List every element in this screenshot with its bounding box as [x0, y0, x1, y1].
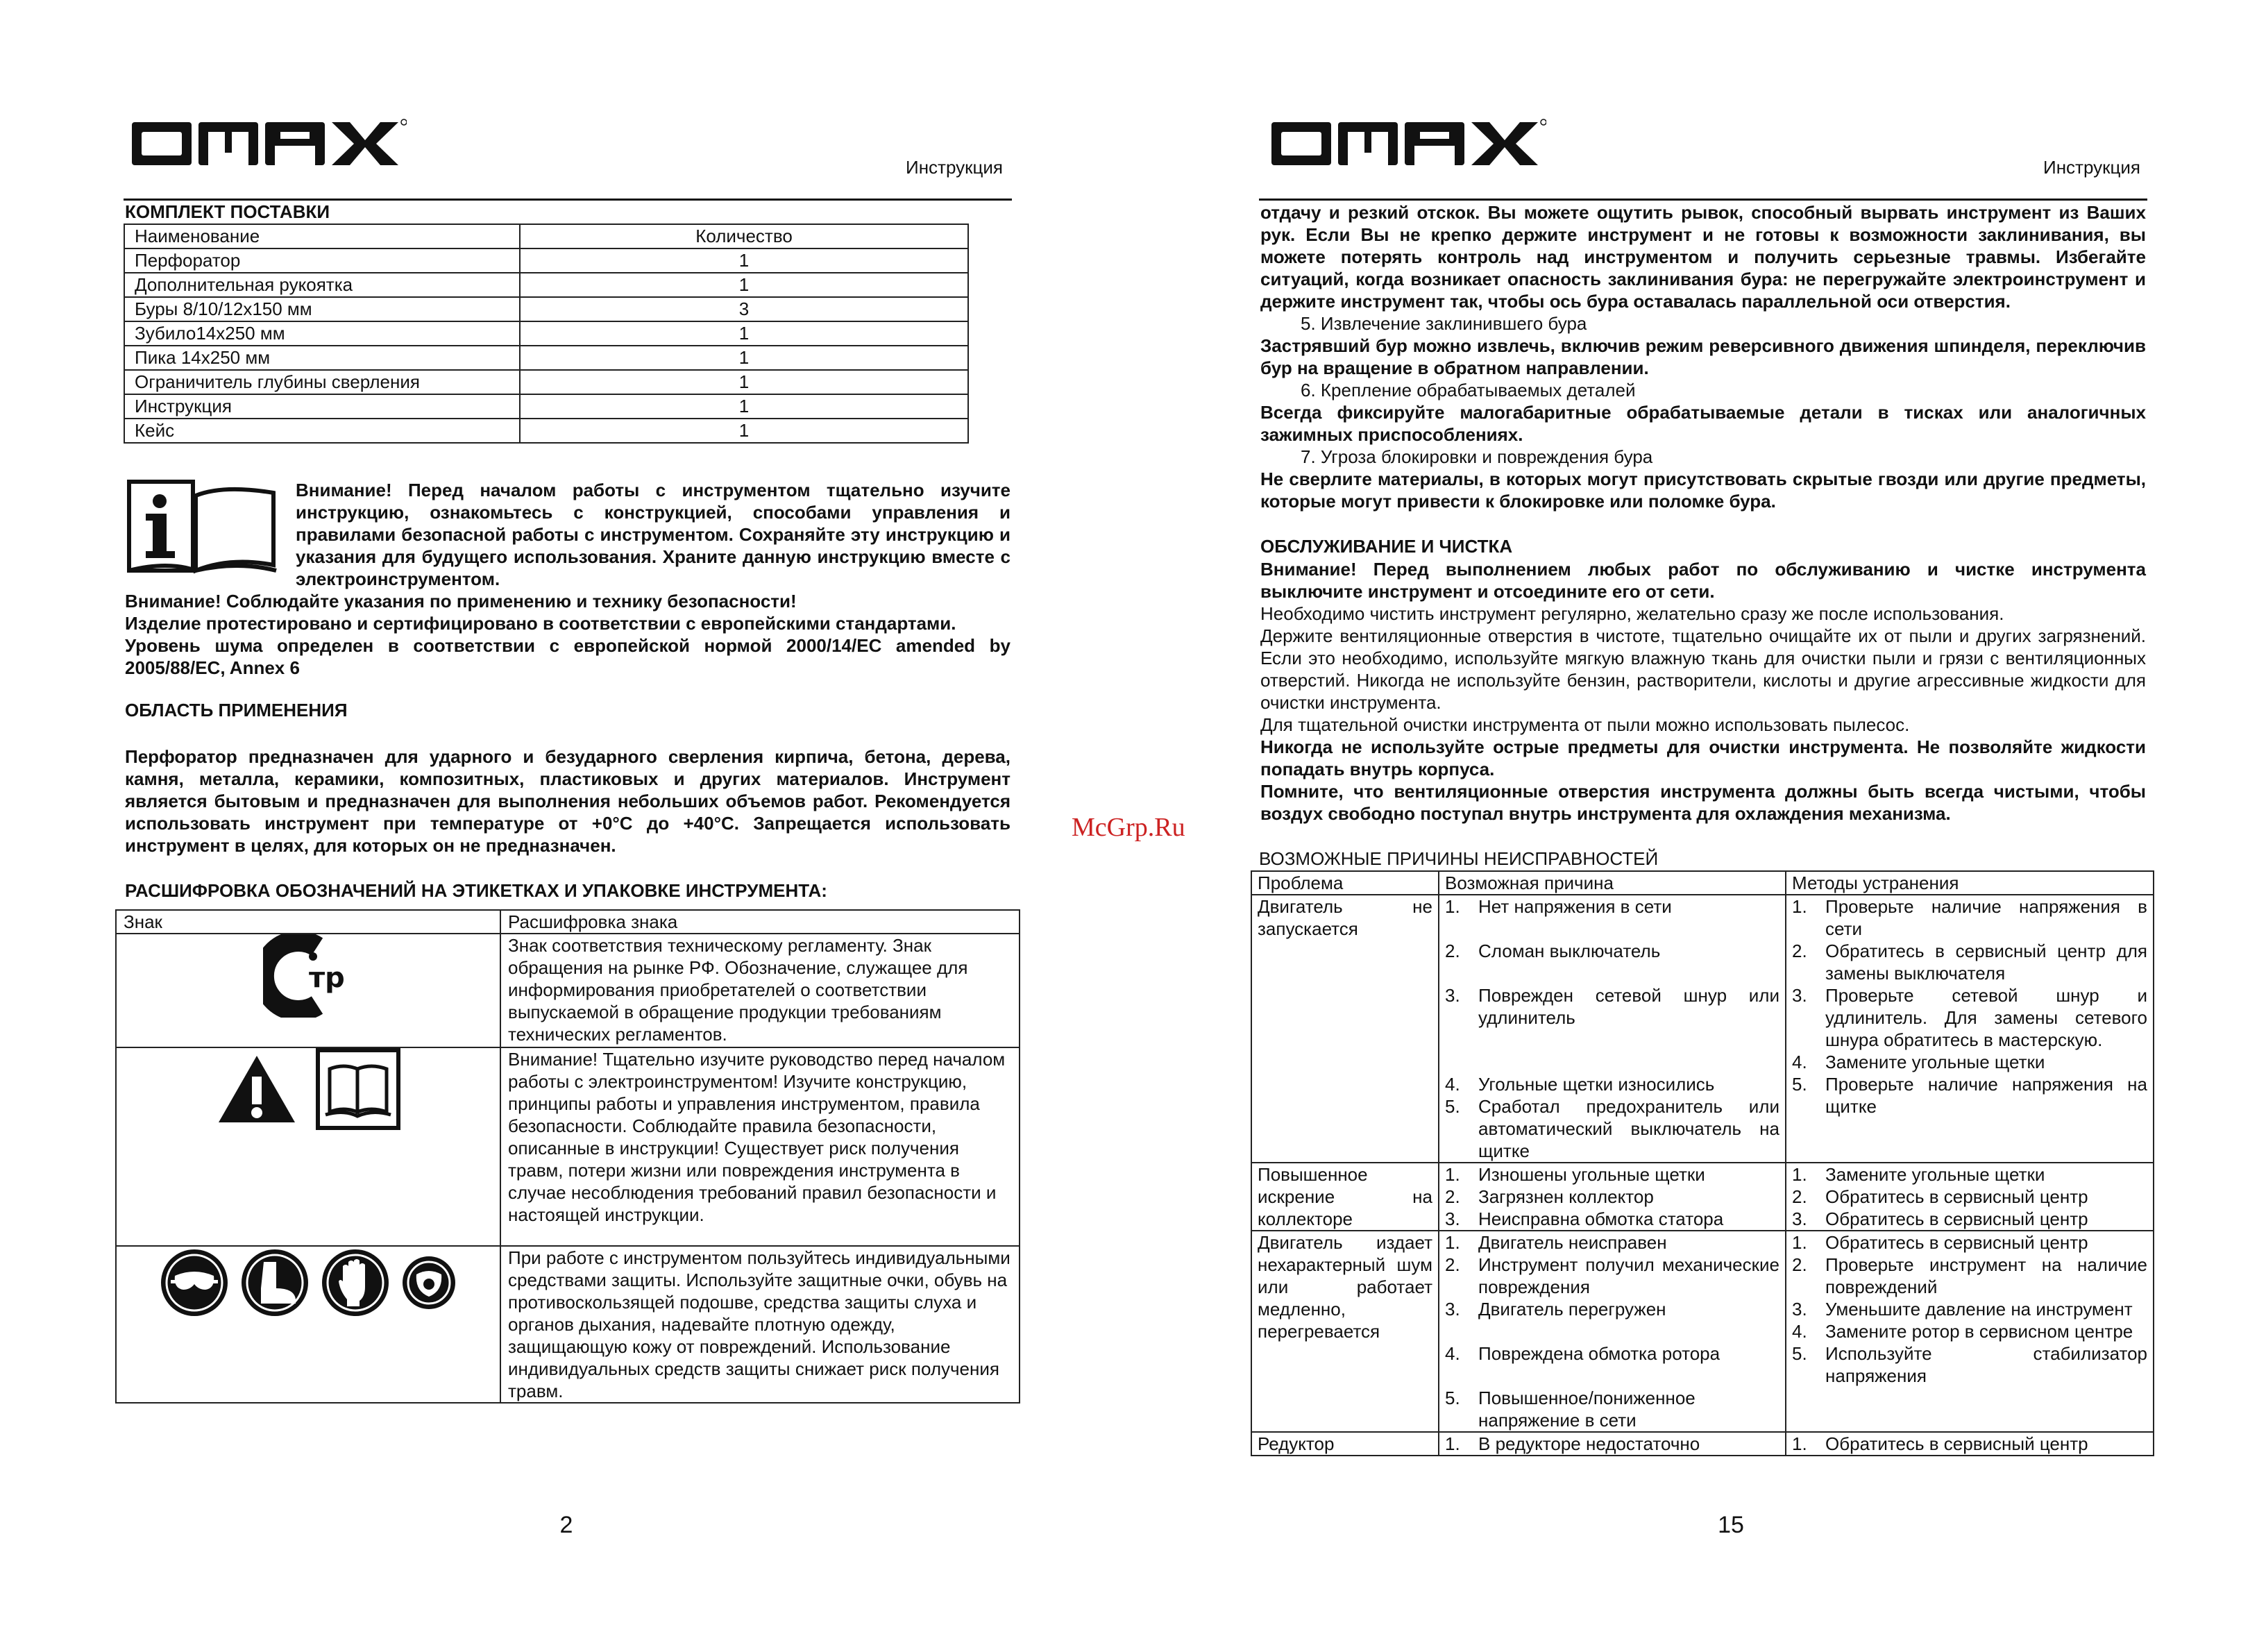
- list-item: [1792, 1298, 2147, 1320]
- item-number: 3.: [1792, 985, 1807, 1006]
- item-text: Обратитесь в сервисный центр: [1825, 1433, 2088, 1454]
- item-name: Перфоратор: [124, 248, 520, 273]
- list-item: [1792, 1231, 2147, 1254]
- item-text: Обратитесь в сервисный центр: [1825, 1186, 2088, 1207]
- page-number: 2: [559, 1512, 573, 1538]
- table-row: [124, 419, 968, 443]
- table-row: [124, 297, 968, 321]
- item-text: Сработал предохранитель или автоматический выключатель на щитке: [1478, 1096, 1779, 1161]
- item-number: 4.: [1445, 1343, 1460, 1364]
- list-spacer: [1445, 918, 1779, 940]
- list-item: [1445, 1387, 1779, 1431]
- table-row: [124, 370, 968, 394]
- item-text: В редукторе недостаточно: [1478, 1433, 1700, 1454]
- item-text: Проверьте инструмент на наличие повреждений: [1825, 1254, 2147, 1297]
- item-text: Замените угольные щетки: [1825, 1164, 2045, 1185]
- item-number: 2.: [1792, 941, 1807, 961]
- item-name: Кейс: [124, 419, 520, 443]
- column-header: Проблема: [1251, 871, 1439, 895]
- column-header: Возможная причина: [1439, 871, 1786, 895]
- item-number: 3.: [1792, 1208, 1807, 1229]
- cause-cell: [1439, 1432, 1786, 1456]
- list-item: [1792, 1254, 2147, 1298]
- item-number: 5.: [1792, 1074, 1807, 1095]
- item-number: 1.: [1792, 1433, 1807, 1454]
- item-text: Проверьте сетевой шнур и удлинитель. Для замены сетевого шнура обратитесь в мастерскую.: [1825, 985, 2147, 1050]
- sign-description: Внимание! Тщательно изучите руководство перед началом работы с электроинструментом! Изучите конструкцию, принципы работы и управления инструментом, правила безопасности. Соблюдайте правила безопасности, описанные в инструкции! Существует риск получения травм, потери жизни или повреждения инструмента в случае несоблюдения требований правил безопасности и настоящей инструкции.: [500, 1047, 1020, 1246]
- list-item: [1792, 1186, 2147, 1208]
- item-text: Угольные щетки износились: [1478, 1074, 1715, 1095]
- item-text: Двигатель неисправен: [1478, 1232, 1667, 1253]
- list-item: [1792, 1163, 2147, 1186]
- cause-cell: [1439, 1163, 1786, 1231]
- item-number: 3.: [1445, 985, 1460, 1006]
- item-name: Инструкция: [124, 394, 520, 419]
- maintenance-paragraph: Держите вентиляционные отверстия в чистоте, тщательно очищайте их от пыли и других загрязнений. Если это необходимо, используйте мягкую влажную ткань для очистки пыли и грязи с вентиляционных отверстий. Никогда не используйте бензин, растворители, кислоты и другие агрессивные жидкости для очистки инструмента.: [1260, 625, 2146, 713]
- item-number: 2.: [1792, 1254, 1807, 1275]
- attention-text: Внимание! Перед началом работы с инструментом тщательно изучите инструкцию, ознакомьтесь с конструкцией, способами управления и правилами безопасной работы с инструментом. Сохраняйте эту инструкцию и указания для будущего использования. Храните данную инструкцию вместе с электроинструментом.: [296, 480, 1011, 589]
- column-header: Методы устранения: [1786, 871, 2154, 895]
- respirator-icon: [400, 1254, 458, 1317]
- item-number: 3.: [1445, 1208, 1460, 1229]
- item-text: Используйте стабилизатор напряжения: [1825, 1343, 2147, 1386]
- eac-ctr-mark-icon: [263, 934, 353, 1022]
- maintenance-paragraph: Внимание! Перед выполнением любых работ по обслуживанию и чистке инструмента выключите инструмент и отсоедините его от сети.: [1260, 559, 2146, 602]
- safety-heading: 7. Угроза блокировки и повреждения бура: [1301, 446, 1653, 467]
- maintenance-paragraph: Помните, что вентиляционные отверстия инструмента должны быть всегда чистыми, чтобы воздух свободно поступал внутрь инструмента для охлаждения механизма.: [1260, 781, 2146, 824]
- item-number: 2.: [1792, 1186, 1807, 1207]
- faults-title: ВОЗМОЖНЫЕ ПРИЧИНЫ НЕИСПРАВНОСТЕЙ: [1259, 848, 1659, 869]
- sign-icon-cell: [116, 1246, 500, 1403]
- table-row: [116, 1047, 1020, 1246]
- page-number: 15: [1718, 1512, 1744, 1538]
- item-name: Буры 8/10/12х150 мм: [124, 297, 520, 321]
- table-row: [124, 394, 968, 419]
- problem-cell: Двигатель издает нехарактерный шум или работает медленно, перегревается: [1251, 1231, 1439, 1432]
- table-row: [124, 273, 968, 297]
- signs-table: [115, 909, 1020, 1404]
- table-header-row: [124, 224, 968, 248]
- item-text: Изношены угольные щетки: [1478, 1164, 1705, 1185]
- item-name: Зубило14х250 мм: [124, 321, 520, 346]
- cause-cell: [1439, 895, 1786, 1163]
- list-item: [1792, 1320, 2147, 1342]
- list-item: [1792, 1073, 2147, 1118]
- svg-text:тр: тр: [309, 962, 345, 994]
- list-item: [1792, 1051, 2147, 1073]
- kit-title: КОМПЛЕКТ ПОСТАВКИ: [125, 201, 330, 222]
- note-line: Изделие протестировано и сертифицировано в соответствии с европейскими стандартами.: [125, 613, 956, 634]
- list-item: [1445, 1298, 1779, 1320]
- item-number: 5.: [1445, 1096, 1460, 1117]
- table-row: [116, 1246, 1020, 1403]
- list-item: [1792, 1208, 2147, 1230]
- column-header: Наименование: [124, 224, 520, 248]
- list-item: [1445, 1186, 1779, 1208]
- item-number: 1.: [1792, 1232, 1807, 1253]
- omax-logo: [1269, 115, 1546, 172]
- list-item: [1792, 1433, 2147, 1455]
- item-qty: 1: [520, 248, 968, 273]
- list-spacer: [1445, 1051, 1779, 1073]
- fix-cell: [1786, 895, 2154, 1163]
- item-qty: 3: [520, 297, 968, 321]
- maintenance-paragraph: Для тщательной очистки инструмента от пыли можно использовать пылесос.: [1260, 714, 1910, 735]
- list-item: [1792, 895, 2147, 940]
- item-qty: 1: [520, 321, 968, 346]
- note-line: Уровень шума определен в соответствии с европейской нормой 2000/14/EC amended by 2005/88/EC, Annex 6: [125, 635, 1011, 678]
- list-spacer: [1445, 1365, 1779, 1387]
- maintenance-paragraph: Никогда не используйте острые предметы для очистки инструмента. Не позволяйте жидкости попадать внутрь корпуса.: [1260, 736, 2146, 779]
- item-text: Сломан выключатель: [1478, 941, 1661, 961]
- item-text: Неисправна обмотка статора: [1478, 1208, 1724, 1229]
- sign-icon-cell: [116, 1047, 500, 1246]
- item-number: 2.: [1445, 1186, 1460, 1207]
- table-header-row: [116, 910, 1020, 934]
- sign-icon-cell: [116, 934, 500, 1047]
- info-book-icon: [126, 479, 279, 576]
- safety-boots-icon: [239, 1247, 311, 1324]
- sign-description: Знак соответствия техническому регламенту. Знак обращения на рынке РФ. Обозначение, служащее для информирования приобретателей о соответствии выпускаемой в обращение продукции требованиям технических регламентов.: [500, 934, 1020, 1047]
- table-row: [116, 934, 1020, 1047]
- item-number: 5.: [1445, 1388, 1460, 1408]
- item-text: Замените угольные щетки: [1825, 1052, 2045, 1072]
- watermark: McGrp.Ru: [1072, 813, 1185, 842]
- list-item: [1792, 1342, 2147, 1387]
- table-row: [1251, 1163, 2154, 1231]
- item-text: Обратитесь в сервисный центр для замены выключателя: [1825, 941, 2147, 984]
- maintenance-text: [1260, 558, 2146, 825]
- item-text: Нет напряжения в сети: [1478, 896, 1672, 917]
- item-text: Проверьте наличие напряжения на щитке: [1825, 1074, 2147, 1117]
- warning-triangle-icon: [216, 1053, 298, 1130]
- list-item: [1445, 1342, 1779, 1365]
- list-item: [1445, 895, 1779, 918]
- fix-cell: [1786, 1163, 2154, 1231]
- header-rule: [124, 199, 1012, 201]
- table-row: [1251, 1432, 2154, 1456]
- fix-cell: [1786, 1231, 2154, 1432]
- item-number: 1.: [1792, 1164, 1807, 1185]
- header-label: Инструкция: [906, 157, 1003, 178]
- list-item: [1445, 1231, 1779, 1254]
- list-item: [1445, 1208, 1779, 1230]
- item-text: Повреждена обмотка ротора: [1478, 1343, 1720, 1364]
- table-row: [1251, 895, 2154, 1163]
- scope-text: Перфоратор предназначен для ударного и безударного сверления кирпича, бетона, дерева, камня, металла, керамики, композитных, пластиковых и других материалов. Инструмент является бытовым и предназначен для выполнения небольших объемов работ. Рекомендуется использовать инструмент при температуре от +0°С до +40°С. Запрещается использовать инструмент в целях, для которых он не предназначен.: [125, 746, 1011, 856]
- column-header: Знак: [116, 910, 500, 934]
- safety-paragraph: Всегда фиксируйте малогабаритные обрабатываемые детали в тисках или аналогичных зажимных приспособлениях.: [1260, 402, 2146, 445]
- item-text: Загрязнен коллектор: [1478, 1186, 1654, 1207]
- list-item: [1445, 1073, 1779, 1095]
- item-number: 1.: [1445, 1164, 1460, 1185]
- safety-paragraph: Не сверлите материалы, в которых могут присутствовать скрытые гвозди или другие предметы, которые могут привести к блокировке или поломке бура.: [1260, 469, 2146, 512]
- item-number: 2.: [1445, 1254, 1460, 1275]
- scope-title: ОБЛАСТЬ ПРИМЕНЕНИЯ: [125, 700, 348, 720]
- list-item: [1445, 1163, 1779, 1186]
- table-header-row: [1251, 871, 2154, 895]
- item-name: Пика 14х250 мм: [124, 346, 520, 370]
- item-number: 2.: [1445, 941, 1460, 961]
- item-number: 1.: [1445, 896, 1460, 917]
- safety-heading: 6. Крепление обрабатываемых деталей: [1301, 380, 1636, 401]
- cause-cell: [1439, 1231, 1786, 1432]
- notes-block: [125, 590, 1011, 679]
- item-text: Замените ротор в сервисном центре: [1825, 1321, 2133, 1342]
- omax-logo: [129, 115, 407, 172]
- item-text: Проверьте наличие напряжения в сети: [1825, 896, 2147, 939]
- signs-title: РАСШИФРОВКА ОБОЗНАЧЕНИЙ НА ЭТИКЕТКАХ И УПАКОВКЕ ИНСТРУМЕНТА:: [125, 880, 827, 901]
- problem-cell: Редуктор: [1251, 1432, 1439, 1456]
- faults-table: [1251, 870, 2154, 1456]
- list-item: [1445, 1095, 1779, 1162]
- list-item: [1445, 1254, 1779, 1298]
- item-number: 5.: [1792, 1343, 1807, 1364]
- list-spacer: [1445, 962, 1779, 984]
- item-number: 3.: [1445, 1299, 1460, 1320]
- column-header: Расшифровка знака: [500, 910, 1020, 934]
- item-number: 1.: [1445, 1433, 1460, 1454]
- safety-gloves-icon: [319, 1247, 391, 1324]
- item-text: Обратитесь в сервисный центр: [1825, 1232, 2088, 1253]
- item-qty: 1: [520, 370, 968, 394]
- item-number: 4.: [1792, 1321, 1807, 1342]
- right-page: [1133, 0, 2266, 1652]
- problem-cell: Двигатель не запускается: [1251, 895, 1439, 1163]
- safety-paragraph: Застрявший бур можно извлечь, включив режим реверсивного движения шпинделя, переключив бур на вращение в обратном направлении.: [1260, 335, 2146, 378]
- safety-heading: 5. Извлечение заклинившего бура: [1301, 313, 1587, 334]
- list-item: [1792, 984, 2147, 1051]
- item-name: Дополнительная рукоятка: [124, 273, 520, 297]
- safety-paragraph: отдачу и резкий отскок. Вы можете ощутить рывок, способный вырвать инструмент из Ваших рук. Если Вы не крепко держите инструмент и не готовы к возможности заклинивания, вы можете потерять контроль над инструментом и получить серьезные травмы. Избегайте ситуаций, когда возникает опасность заклинивания бура: не перегружайте электроинструмент и держите инструмент так, чтобы ось бура оставалась параллельной оси отверстия.: [1260, 202, 2146, 312]
- item-text: Обратитесь в сервисный центр: [1825, 1208, 2088, 1229]
- item-number: 4.: [1445, 1074, 1460, 1095]
- item-qty: 1: [520, 394, 968, 419]
- table-row: [124, 321, 968, 346]
- safety-goggles-icon: [158, 1247, 230, 1324]
- item-text: Уменьшите давление на инструмент: [1825, 1299, 2133, 1320]
- item-number: 1.: [1445, 1232, 1460, 1253]
- fix-cell: [1786, 1432, 2154, 1456]
- list-spacer: [1445, 1029, 1779, 1051]
- table-row: [124, 248, 968, 273]
- list-item: [1792, 940, 2147, 984]
- item-text: Повышенное/пониженное напряжение в сети: [1478, 1388, 1696, 1431]
- list-item: [1445, 984, 1779, 1029]
- safety-text: [1260, 201, 2146, 512]
- item-number: 4.: [1792, 1052, 1807, 1072]
- note-line: Внимание! Соблюдайте указания по применению и технику безопасности!: [125, 591, 797, 612]
- header-label: Инструкция: [2043, 157, 2140, 178]
- maintenance-paragraph: Необходимо чистить инструмент регулярно, желательно сразу же после использования.: [1260, 603, 2004, 624]
- header-rule: [1259, 199, 2147, 201]
- list-item: [1445, 940, 1779, 962]
- item-text: Двигатель перегружен: [1478, 1299, 1666, 1320]
- item-text: Инструмент получил механические повреждения: [1478, 1254, 1779, 1297]
- item-name: Ограничитель глубины сверления: [124, 370, 520, 394]
- maintenance-title: ОБСЛУЖИВАНИЕ И ЧИСТКА: [1260, 536, 1513, 557]
- problem-cell: Повышенное искрение на коллекторе: [1251, 1163, 1439, 1231]
- list-spacer: [1445, 1320, 1779, 1342]
- item-qty: 1: [520, 346, 968, 370]
- table-row: [124, 346, 968, 370]
- item-qty: 1: [520, 273, 968, 297]
- column-header: Количество: [520, 224, 968, 248]
- item-text: Поврежден сетевой шнур или удлинитель: [1478, 985, 1779, 1028]
- kit-table: [124, 224, 969, 444]
- item-number: 3.: [1792, 1299, 1807, 1320]
- item-qty: 1: [520, 419, 968, 443]
- read-manual-icon: [316, 1048, 400, 1135]
- list-item: [1445, 1433, 1779, 1455]
- table-row: [1251, 1231, 2154, 1432]
- sign-description: При работе с инструментом пользуйтесь индивидуальными средствами защиты. Используйте защитные очки, обувь на противоскользящей подошве, средства защиты слуха и органов дыхания, надевайте плотную одежду, защищающую кожу от повреждений. Использование индивидуальных средств защиты снижает риск получения травм.: [500, 1246, 1020, 1403]
- item-number: 1.: [1792, 896, 1807, 917]
